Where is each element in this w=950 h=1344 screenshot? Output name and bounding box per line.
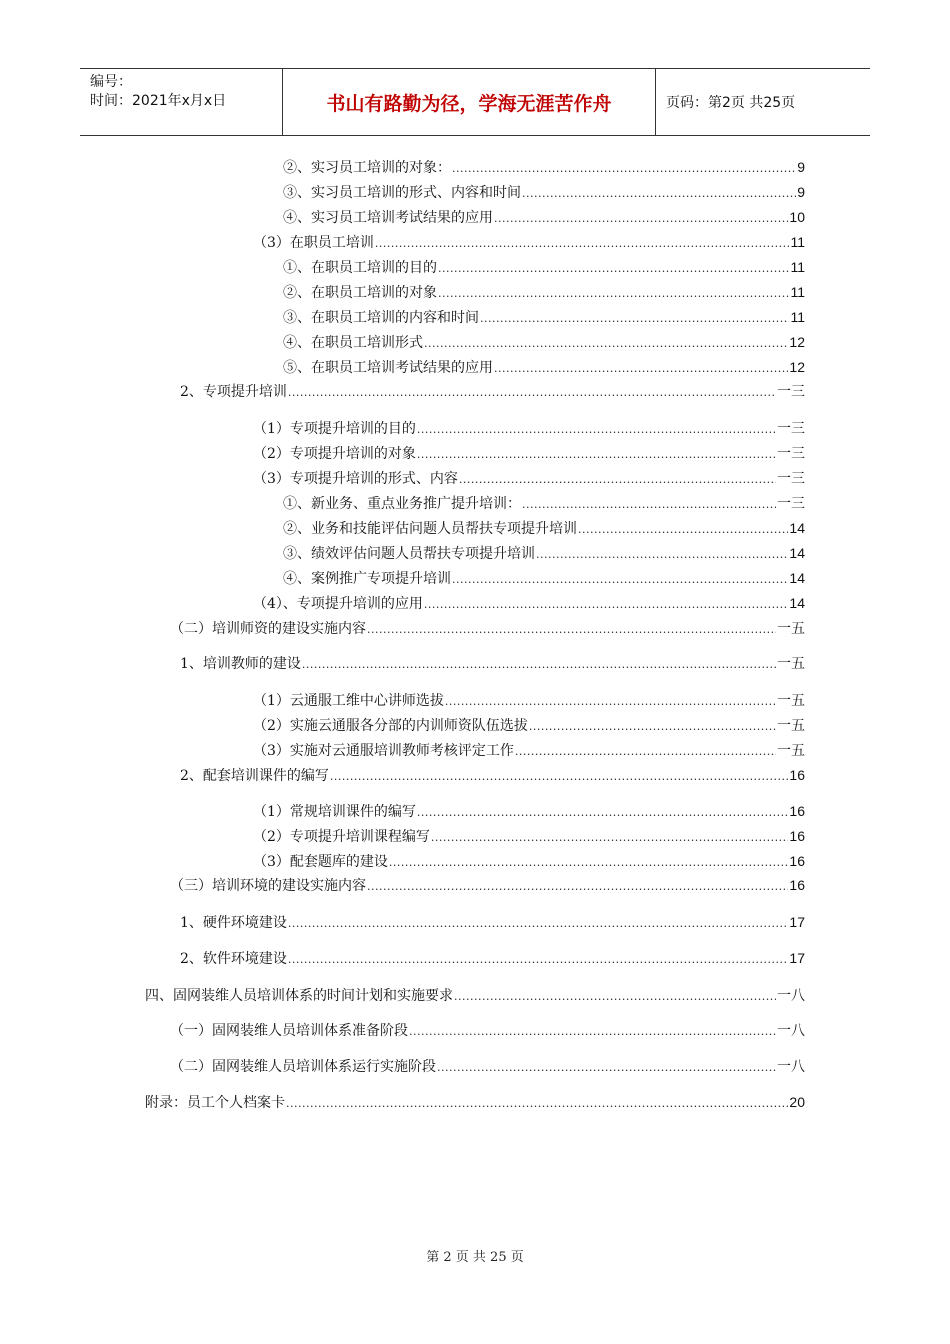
toc-entry-page: 一五 xyxy=(777,717,805,733)
toc-entry-title: 附录：员工个人档案卡 xyxy=(145,1095,285,1111)
toc-leader-dots xyxy=(452,159,796,179)
toc-leader-dots xyxy=(437,1058,776,1078)
toc-leader-dots xyxy=(459,470,776,490)
toc-entry-title: ①、在职员工培训的目的 xyxy=(283,260,437,276)
toc-entry[interactable] xyxy=(253,468,805,488)
toc-entry-page: 16 xyxy=(789,803,805,819)
toc-entry-page: 一八 xyxy=(777,987,805,1003)
toc-entry-title: ⑤、在职员工培训考试结果的应用 xyxy=(283,360,493,376)
toc-entry-title: ①、新业务、重点业务推广提升培训： xyxy=(283,496,521,512)
toc-leader-dots xyxy=(536,545,788,565)
toc-entry[interactable] xyxy=(283,182,805,202)
toc-entry-title: ④、在职员工培训形式 xyxy=(283,335,423,351)
toc-entry-title: ②、在职员工培训的对象 xyxy=(283,285,437,301)
toc-entry-page: 11 xyxy=(790,234,805,250)
toc-entry-page: 14 xyxy=(789,545,805,561)
toc-entry[interactable] xyxy=(180,912,805,932)
toc-leader-dots xyxy=(409,1022,776,1042)
toc-entry[interactable] xyxy=(283,543,805,563)
time-label: 时间：2021年x月x日 xyxy=(90,93,227,109)
toc-entry[interactable] xyxy=(253,690,805,710)
toc-entry-page: 17 xyxy=(789,914,805,930)
toc-entry-title: （3）专项提升培训的形式、内容 xyxy=(253,471,458,487)
toc-leader-dots xyxy=(417,445,776,465)
toc-entry[interactable] xyxy=(283,332,805,352)
toc-leader-dots xyxy=(286,1094,788,1114)
toc-entry[interactable] xyxy=(253,593,805,613)
toc-entry[interactable] xyxy=(170,875,805,895)
toc-entry-title: 四、固网装维人员培训体系的时间计划和实施要求 xyxy=(145,988,453,1004)
toc-leader-dots xyxy=(288,950,789,970)
toc-leader-dots xyxy=(494,359,788,379)
toc-leader-dots xyxy=(438,284,789,304)
toc-entry[interactable] xyxy=(253,232,805,252)
toc-entry-title: ④、实习员工培训考试结果的应用 xyxy=(283,210,493,226)
header-motto: 书山有路勤为径，学海无涯苦作舟 xyxy=(282,69,656,135)
toc-entry-page: 12 xyxy=(789,334,805,350)
toc-entry-title: （一）固网装维人员培训体系准备阶段 xyxy=(170,1023,408,1039)
toc-leader-dots xyxy=(417,803,789,823)
toc-entry[interactable] xyxy=(180,381,805,401)
toc-leader-dots xyxy=(438,259,789,279)
toc-entry[interactable] xyxy=(253,740,805,760)
toc-leader-dots xyxy=(367,620,776,640)
toc-leader-dots xyxy=(431,828,789,848)
toc-entry[interactable] xyxy=(283,282,805,302)
toc-leader-dots xyxy=(445,692,776,712)
toc-entry-page: 11 xyxy=(790,259,805,275)
toc-entry-title: （二）固网装维人员培训体系运行实施阶段 xyxy=(170,1059,436,1075)
toc-entry-page: 一三 xyxy=(777,445,805,461)
toc-entry[interactable] xyxy=(145,985,805,1005)
toc-entry-page: 14 xyxy=(789,520,805,536)
toc-entry-page: 9 xyxy=(797,184,805,200)
toc-entry-title: （2）实施云通服各分部的内训师资队伍选拔 xyxy=(253,718,528,734)
toc-entry-page: 11 xyxy=(790,309,805,325)
toc-leader-dots xyxy=(424,595,789,615)
toc-entry-title: （4）、专项提升培训的应用 xyxy=(253,596,423,612)
toc-leader-dots xyxy=(375,234,790,254)
toc-entry-page: 20 xyxy=(789,1094,805,1110)
toc-entry-title: ③、实习员工培训的形式、内容和时间 xyxy=(283,185,521,201)
toc-entry[interactable] xyxy=(283,357,805,377)
toc-entry-title: （3）在职员工培训 xyxy=(253,235,374,251)
toc-entry-page: 17 xyxy=(789,950,805,966)
toc-entry-title: （三）培训环境的建设实施内容 xyxy=(170,878,366,894)
toc-leader-dots xyxy=(522,495,776,515)
toc-entry-page: 11 xyxy=(790,284,805,300)
toc-entry-title: （二）培训师资的建设实施内容 xyxy=(170,621,366,637)
toc-leader-dots xyxy=(288,914,789,934)
toc-entry[interactable] xyxy=(283,157,805,177)
toc-entry-title: （3）实施对云通服培训教师考核评定工作 xyxy=(253,743,514,759)
toc-entry[interactable] xyxy=(170,1056,805,1076)
toc-entry-page: 16 xyxy=(789,853,805,869)
toc-entry-page: 一八 xyxy=(777,1022,805,1038)
toc-entry-page: 10 xyxy=(789,209,805,225)
toc-entry-page: 一三 xyxy=(777,495,805,511)
toc-leader-dots xyxy=(452,570,788,590)
header-meta xyxy=(80,69,282,135)
toc-entry-title: ②、业务和技能评估问题人员帮扶专项提升培训 xyxy=(283,521,577,537)
toc-entry-page: 16 xyxy=(789,828,805,844)
toc-leader-dots xyxy=(522,184,796,204)
toc-entry[interactable] xyxy=(253,851,805,871)
toc-entry-title: （1）专项提升培训的目的 xyxy=(253,421,416,437)
toc-entry-page: 一五 xyxy=(777,742,805,758)
toc-entry[interactable] xyxy=(283,307,805,327)
number-label: 编号： xyxy=(90,74,132,90)
toc-leader-dots xyxy=(529,717,776,737)
toc-entry[interactable] xyxy=(145,1092,805,1112)
toc-entry-page: 一三 xyxy=(777,383,805,399)
toc-entry-title: （3）配套题库的建设 xyxy=(253,854,388,870)
toc-entry-title: ④、案例推广专项提升培训 xyxy=(283,571,451,587)
toc-entry-page: 16 xyxy=(789,877,805,893)
toc-entry-title: ③、在职员工培训的内容和时间 xyxy=(283,310,479,326)
toc-entry[interactable] xyxy=(283,257,805,277)
toc-entry-page: 一三 xyxy=(777,420,805,436)
toc-entry-title: ③、绩效评估问题人员帮扶专项提升培训 xyxy=(283,546,535,562)
toc-entry-page: 14 xyxy=(789,595,805,611)
toc-leader-dots xyxy=(480,309,789,329)
header-page-info: 页码：第2页 共25页 xyxy=(666,95,796,111)
toc-entry-title: ②、实习员工培训的对象： xyxy=(283,160,451,176)
toc-leader-dots xyxy=(417,420,776,440)
toc-entry[interactable] xyxy=(283,493,805,513)
toc-leader-dots xyxy=(302,655,776,675)
toc-leader-dots xyxy=(330,767,789,787)
toc-entry[interactable] xyxy=(253,715,805,735)
toc-entry[interactable] xyxy=(253,801,805,821)
toc-entry-title: （1）云通服工维中心讲师选拔 xyxy=(253,693,444,709)
toc-entry-title: 2、专项提升培训 xyxy=(180,384,287,400)
toc-entry[interactable] xyxy=(170,618,805,638)
toc-entry-title: 1、培训教师的建设 xyxy=(180,656,301,672)
toc-entry-title: （1）常规培训课件的编写 xyxy=(253,804,416,820)
toc-entry-page: 一八 xyxy=(777,1058,805,1074)
toc-entry-title: 2、软件环境建设 xyxy=(180,951,287,967)
toc-entry-page: 一三 xyxy=(777,470,805,486)
page-footer: 第 2 页 共 25 页 xyxy=(426,1250,524,1265)
toc-entry[interactable] xyxy=(253,418,805,438)
toc-entry[interactable] xyxy=(253,826,805,846)
toc-entry-page: 12 xyxy=(789,359,805,375)
toc-leader-dots xyxy=(288,383,776,403)
toc-entry-page: 14 xyxy=(789,570,805,586)
toc-entry-page: 16 xyxy=(789,767,805,783)
toc-entry-page: 一五 xyxy=(777,692,805,708)
toc-leader-dots xyxy=(578,520,788,540)
toc-entry-title: （2）专项提升培训课程编写 xyxy=(253,829,430,845)
toc-leader-dots xyxy=(389,853,789,873)
toc-entry[interactable] xyxy=(283,518,805,538)
page-header xyxy=(80,68,870,136)
toc-entry-page: 9 xyxy=(797,159,805,175)
toc-entry[interactable] xyxy=(180,765,805,785)
toc-leader-dots xyxy=(494,209,788,229)
toc-leader-dots xyxy=(424,334,788,354)
toc-entry-title: （2）专项提升培训的对象 xyxy=(253,446,416,462)
toc-entry-title: 2、配套培训课件的编写 xyxy=(180,768,329,784)
toc-entry-title: 1、硬件环境建设 xyxy=(180,915,287,931)
toc-leader-dots xyxy=(515,742,776,762)
toc-entry[interactable] xyxy=(283,207,805,227)
toc-leader-dots xyxy=(454,987,776,1007)
toc-entry-page: 一五 xyxy=(777,655,805,671)
toc-entry[interactable] xyxy=(180,653,805,673)
toc-entry[interactable] xyxy=(283,568,805,588)
toc-entry[interactable] xyxy=(170,1020,805,1040)
toc-entry[interactable] xyxy=(180,948,805,968)
toc-entry[interactable] xyxy=(253,443,805,463)
toc-leader-dots xyxy=(367,877,788,897)
toc-entry-page: 一五 xyxy=(777,620,805,636)
